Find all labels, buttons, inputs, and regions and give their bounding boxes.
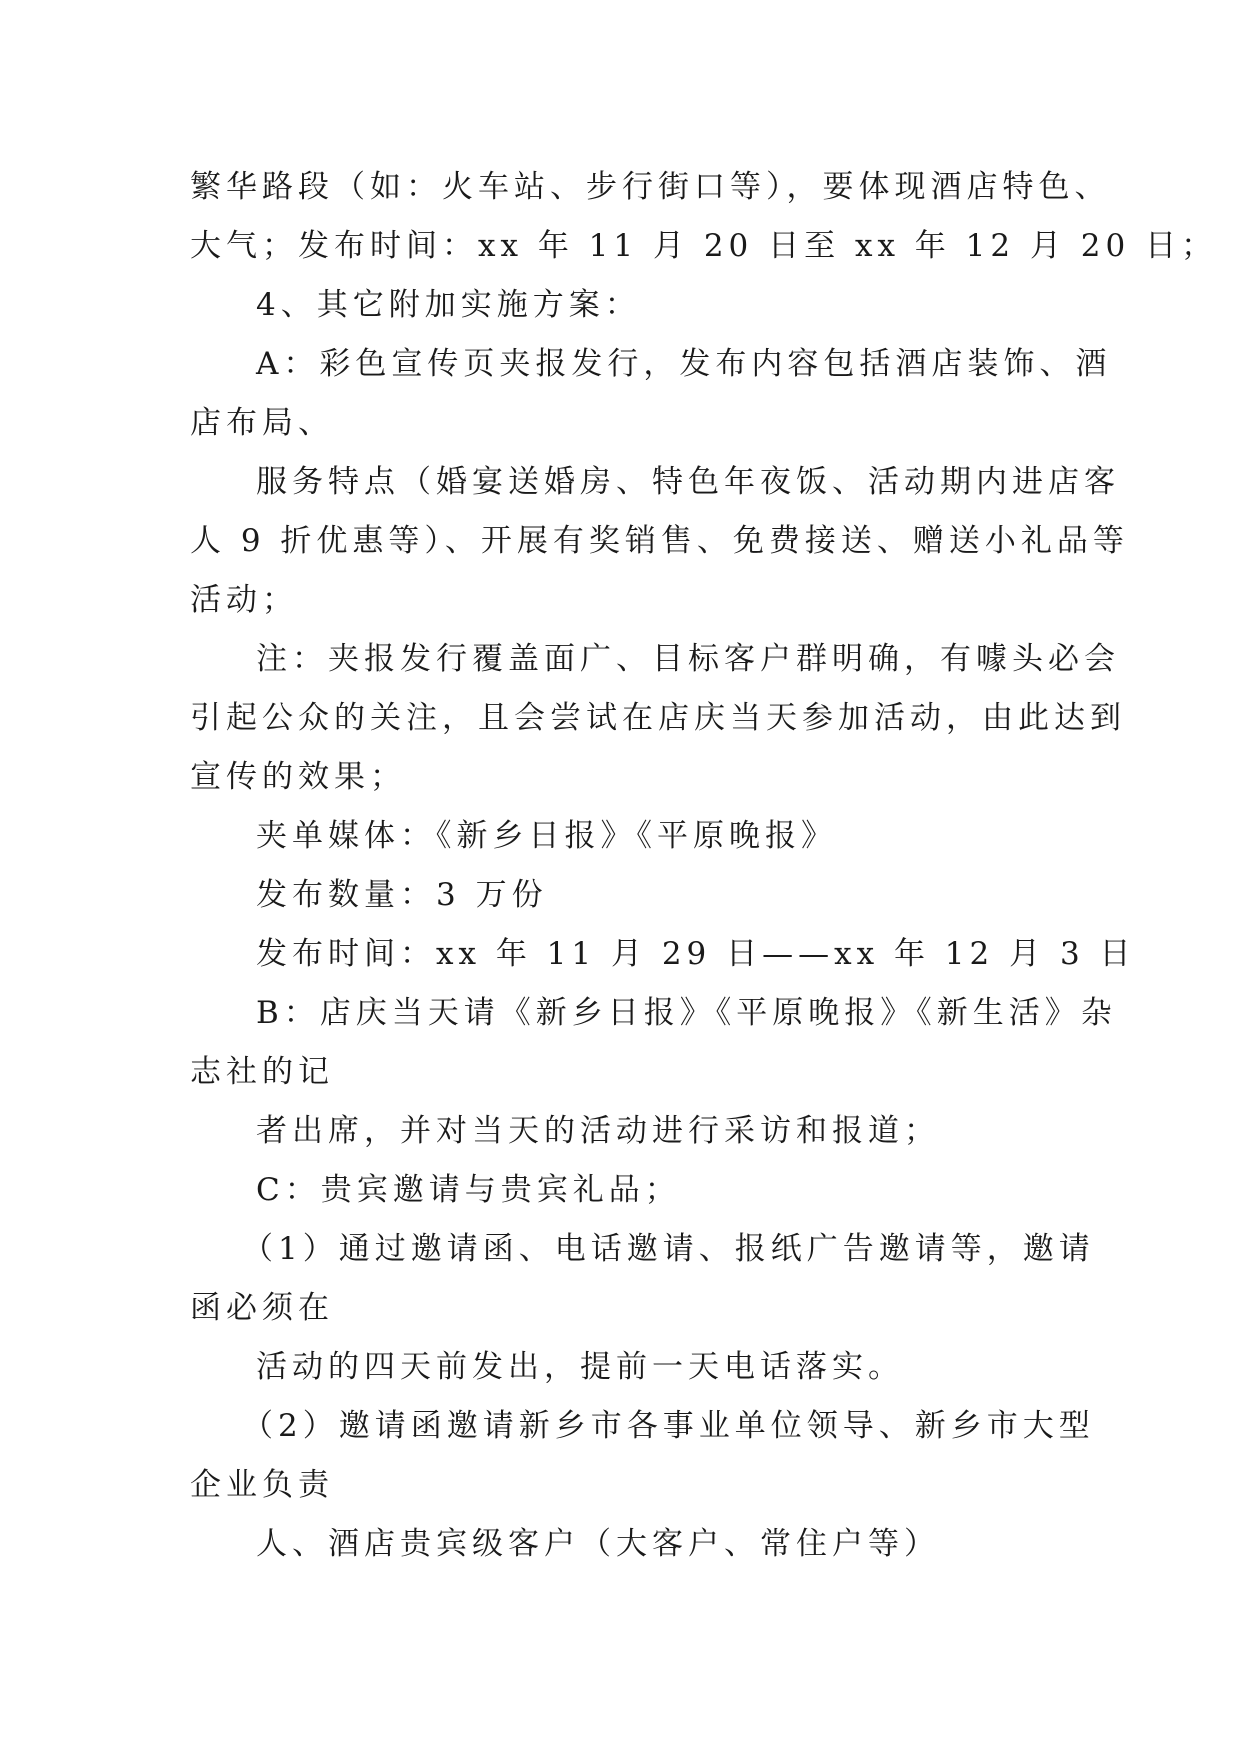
text-line: 活动的四天前发出，提前一天电话落实。 [256,1349,904,1385]
text-line: A：彩色宣传页夹报发行，发布内容包括酒店装饰、酒 [256,346,1112,382]
text-line: 活动； [190,582,298,618]
text-line: 大气；发布时间：xx 年 11 月 20 日至 xx 年 12 月 20 日； [190,228,1218,264]
text-line: 人、酒店贵宾级客户（大客户、常住户等） [256,1526,940,1562]
text-line: 店布局、 [190,405,334,441]
text-line: 4、其它附加实施方案： [256,287,641,323]
text-line: 夹单媒体：《新乡日报》《平原晚报》 [256,818,837,854]
text-line: B：店庆当天请《新乡日报》《平原晚报》《新生活》杂 [256,995,1117,1031]
text-line: C：贵宾邀请与贵宾礼品； [256,1172,681,1208]
text-line: （2）邀请函邀请新乡市各事业单位领导、新乡市大型 [242,1408,1095,1444]
text-line: 宣传的效果； [190,759,406,795]
text-line: 注：夹报发行覆盖面广、目标客户群明确，有噱头必会 [256,641,1120,677]
text-line: 者出席，并对当天的活动进行采访和报道； [256,1113,940,1149]
text-line: 发布时间：xx 年 11 月 29 日——xx 年 12 月 3 日 [256,936,1136,972]
text-line: 函必须在 [190,1290,334,1326]
body-text [190,158,1218,1574]
text-line: 发布数量：3 万份 [256,877,548,913]
text-line: 志社的记 [190,1054,334,1090]
text-line: （1）通过邀请函、电话邀请、报纸广告邀请等，邀请 [242,1231,1095,1267]
text-line: 服务特点（婚宴送婚房、特色年夜饭、活动期内进店客 [256,464,1120,500]
text-line: 繁华路段（如：火车站、步行街口等），要体现酒店特色、 [190,169,1111,205]
text-line: 人 9 折优惠等）、开展有奖销售、免费接送、赠送小礼品等 [190,523,1129,559]
text-line: 企业负责 [190,1467,334,1503]
text-line: 引起公众的关注，且会尝试在店庆当天参加活动，由此达到 [190,700,1126,736]
